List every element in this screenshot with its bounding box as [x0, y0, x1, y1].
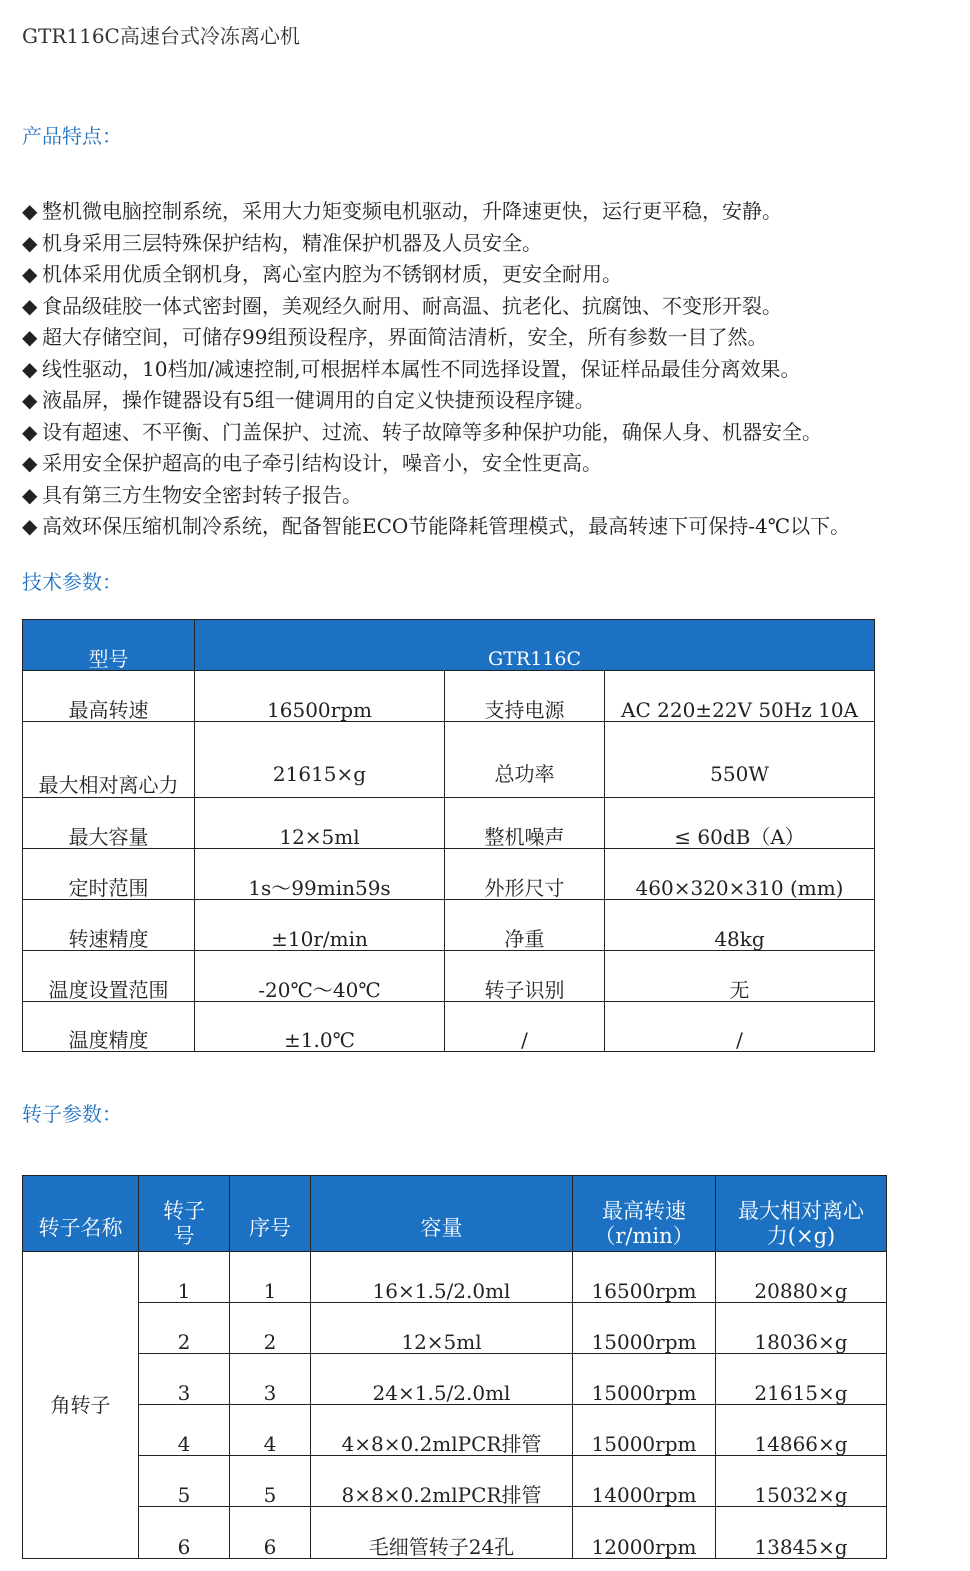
spec-value: 48kg [605, 900, 875, 951]
spec-label: 转子识别 [445, 951, 605, 1002]
rotor-seq: 6 [230, 1507, 311, 1559]
feature-text: 机身采用三层特殊保护结构，精准保护机器及人员安全。 [42, 230, 542, 255]
diamond-bullet-icon: ◆ [22, 293, 38, 318]
rotor-rotor-no: 5 [139, 1456, 230, 1507]
spec-row [23, 722, 875, 798]
spec-row [23, 1002, 875, 1052]
diamond-bullet-icon: ◆ [22, 388, 38, 412]
spec-value: 21615×g [195, 722, 445, 798]
rotor-header-rcf: 最大相对离心力(×g) [716, 1176, 887, 1252]
rotor-row [23, 1456, 887, 1507]
spec-label: 温度精度 [23, 1002, 195, 1052]
feature-text: 具有第三方生物安全密封转子报告。 [42, 482, 362, 507]
spec-header-label: 型号 [23, 620, 195, 671]
rotor-capacity: 4×8×0.2mlPCR排管 [311, 1405, 573, 1456]
diamond-bullet-icon: ◆ [22, 514, 38, 538]
rotor-rotor-no: 6 [139, 1507, 230, 1559]
rotor-row [23, 1405, 887, 1456]
rotor-rcf: 21615×g [716, 1354, 887, 1405]
diamond-bullet-icon: ◆ [22, 451, 38, 475]
feature-item [22, 291, 850, 323]
rotor-row [23, 1354, 887, 1405]
rotor-capacity: 12×5ml [311, 1303, 573, 1354]
spec-row [23, 798, 875, 849]
feature-text: 采用安全保护超高的电子牵引结构设计，噪音小，安全性更高。 [42, 451, 602, 475]
rotor-header-seq: 序号 [230, 1176, 311, 1252]
feature-item [22, 196, 850, 228]
spec-label: 转速精度 [23, 900, 195, 951]
rotor-header-rotor-no: 转子号 [139, 1176, 230, 1252]
spec-row [23, 849, 875, 900]
feature-text: 液晶屏，操作键器设有5组一健调用的自定义快捷预设程序键。 [42, 388, 595, 412]
spec-value: 无 [605, 951, 875, 1002]
spec-label: 最高转速 [23, 671, 195, 722]
feature-item [22, 480, 850, 512]
spec-row [23, 671, 875, 722]
rotor-header-capacity: 容量 [311, 1176, 573, 1252]
rotor-rotor-no: 2 [139, 1303, 230, 1354]
rotor-capacity: 24×1.5/2.0ml [311, 1354, 573, 1405]
rotor-heading: 转子参数： [22, 1102, 122, 1126]
rotor-speed: 16500rpm [573, 1252, 716, 1303]
spec-value: 460×320×310 (mm) [605, 849, 875, 900]
rotor-rotor-no: 3 [139, 1354, 230, 1405]
diamond-bullet-icon: ◆ [22, 230, 38, 255]
rotor-rcf: 15032×g [716, 1456, 887, 1507]
rotor-capacity: 8×8×0.2mlPCR排管 [311, 1456, 573, 1507]
feature-text: 线性驱动，10档加/减速控制,可根据样本属性不同选择设置，保证样品最佳分离效果。 [42, 356, 801, 381]
rotor-rotor-no: 1 [139, 1252, 230, 1303]
spec-label: 净重 [445, 900, 605, 951]
rotor-rcf: 13845×g [716, 1507, 887, 1559]
rotor-header-row [23, 1176, 887, 1252]
feature-item [22, 417, 850, 449]
spec-label: 温度设置范围 [23, 951, 195, 1002]
feature-text: 整机微电脑控制系统，采用大力矩变频电机驱动，升降速更快，运行更平稳，安静。 [42, 199, 782, 223]
rotor-seq: 3 [230, 1354, 311, 1405]
spec-row [23, 900, 875, 951]
diamond-bullet-icon: ◆ [22, 419, 38, 444]
spec-header-model: GTR116C [195, 620, 875, 671]
spec-label: 外形尺寸 [445, 849, 605, 900]
spec-value: AC 220±22V 50Hz 10A [605, 671, 875, 722]
feature-item [22, 228, 850, 260]
spec-label: 整机噪声 [445, 798, 605, 849]
feature-item [22, 511, 850, 543]
feature-item [22, 385, 850, 417]
rotor-capacity: 毛细管转子24孔 [311, 1507, 573, 1559]
rotor-speed: 14000rpm [573, 1456, 716, 1507]
feature-item [22, 354, 850, 386]
spec-table [22, 619, 875, 1052]
rotor-rcf: 18036×g [716, 1303, 887, 1354]
spec-value: ±10r/min [195, 900, 445, 951]
spec-row [23, 951, 875, 1002]
diamond-bullet-icon: ◆ [22, 262, 38, 286]
spec-label: 最大容量 [23, 798, 195, 849]
feature-item [22, 448, 850, 480]
rotor-row [23, 1303, 887, 1354]
rotor-row [23, 1507, 887, 1559]
rotor-rcf: 14866×g [716, 1405, 887, 1456]
rotor-header-speed: 最高转速（r/min） [573, 1176, 716, 1252]
rotor-header-name: 转子名称 [23, 1176, 139, 1252]
rotor-table [22, 1175, 887, 1559]
spec-label: / [445, 1002, 605, 1052]
spec-value: / [605, 1002, 875, 1052]
spec-value: 550W [605, 722, 875, 798]
spec-value: 12×5ml [195, 798, 445, 849]
rotor-speed: 12000rpm [573, 1507, 716, 1559]
feature-text: 设有超速、不平衡、门盖保护、过流、转子故障等多种保护功能，确保人身、机器安全。 [42, 419, 822, 444]
spec-label: 最大相对离心力 [23, 722, 195, 798]
spec-value: 1s～99min59s [195, 849, 445, 900]
spec-header-row [23, 620, 875, 671]
rotor-capacity: 16×1.5/2.0ml [311, 1252, 573, 1303]
feature-text: 食品级硅胶一体式密封圈，美观经久耐用、耐高温、抗老化、抗腐蚀、不变形开裂。 [42, 293, 782, 318]
rotor-speed: 15000rpm [573, 1405, 716, 1456]
rotor-rcf: 20880×g [716, 1252, 887, 1303]
rotor-seq: 2 [230, 1303, 311, 1354]
features-heading: 产品特点： [22, 124, 122, 148]
diamond-bullet-icon: ◆ [22, 356, 38, 381]
spec-value: 16500rpm [195, 671, 445, 722]
features-list [22, 196, 850, 543]
spec-heading: 技术参数： [22, 570, 122, 594]
rotor-rotor-no: 4 [139, 1405, 230, 1456]
diamond-bullet-icon: ◆ [22, 199, 38, 223]
rotor-row [23, 1252, 887, 1303]
diamond-bullet-icon: ◆ [22, 325, 38, 349]
spec-label: 支持电源 [445, 671, 605, 722]
rotor-speed: 15000rpm [573, 1303, 716, 1354]
feature-item [22, 322, 850, 354]
spec-value: ≤ 60dB（A） [605, 798, 875, 849]
rotor-group-name: 角转子 [23, 1252, 139, 1559]
spec-value: ±1.0℃ [195, 1002, 445, 1052]
diamond-bullet-icon: ◆ [22, 482, 38, 507]
spec-value: -20℃～40℃ [195, 951, 445, 1002]
feature-text: 机体采用优质全钢机身，离心室内腔为不锈钢材质，更安全耐用。 [42, 262, 622, 286]
rotor-seq: 5 [230, 1456, 311, 1507]
spec-label: 定时范围 [23, 849, 195, 900]
rotor-speed: 15000rpm [573, 1354, 716, 1405]
feature-text: 高效环保压缩机制冷系统，配备智能ECO节能降耗管理模式，最高转速下可保持-4℃以下。 [42, 514, 851, 538]
feature-text: 超大存储空间，可储存99组预设程序，界面简洁清析，安全，所有参数一目了然。 [42, 325, 768, 349]
spec-label: 总功率 [445, 722, 605, 798]
rotor-seq: 4 [230, 1405, 311, 1456]
page-title: GTR116C高速台式冷冻离心机 [22, 24, 300, 48]
rotor-seq: 1 [230, 1252, 311, 1303]
feature-item [22, 259, 850, 291]
